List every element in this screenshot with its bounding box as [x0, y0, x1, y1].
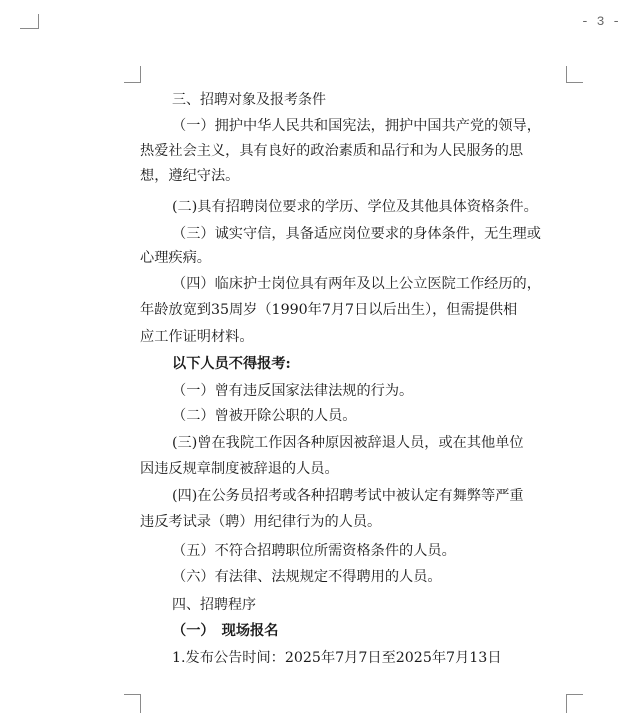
exclusion-2: （二）曾被开除公职的人员。	[172, 408, 357, 424]
exclusion-4-line-1: (四)在公务员招考或各种招聘考试中被认定有舞弊等严重	[172, 488, 524, 504]
exclusion-4-line-2: 违反考试录（聘）用纪律行为的人员。	[140, 514, 382, 530]
exclusions-heading: 以下人员不得报考:	[172, 356, 291, 372]
section-heading-4: 四、招聘程序	[172, 597, 256, 613]
crop-mark-margin-top-left	[124, 66, 141, 83]
crop-mark-margin-top-right	[566, 66, 583, 83]
condition-3-line-2: 心理疾病。	[140, 250, 211, 266]
exclusion-5: （五）不符合招聘职位所需资格条件的人员。	[172, 543, 456, 559]
condition-1-line-2: 热爱社会主义，具有良好的政治素质和品行和为人民服务的思	[140, 143, 524, 159]
crop-mark-margin-bottom-left	[124, 694, 141, 713]
condition-3-line-1: （三）诚实守信，具备适应岗位要求的身体条件，无生理或	[172, 226, 541, 242]
condition-4-line-3: 应工作证明材料。	[140, 329, 254, 345]
subsection-onsite-registration: （一） 现场报名	[172, 623, 279, 639]
step-1-announcement-period: 1.发布公告时间：2025年7月7日至2025年7月13日	[172, 650, 502, 666]
condition-4-line-2: 年龄放宽到35周岁（1990年7月7日以后出生），但需提供相	[140, 302, 518, 318]
section-heading-3: 三、招聘对象及报考条件	[172, 92, 326, 108]
page-number: - 3 -	[580, 14, 620, 29]
exclusion-3-line-1: (三)曾在我院工作因各种原因被辞退人员，或在其他单位	[172, 435, 524, 451]
crop-mark-margin-bottom-right	[566, 694, 583, 713]
crop-mark-top-left	[20, 14, 39, 29]
condition-1-line-3: 想，遵纪守法。	[140, 168, 240, 184]
condition-2-line-1: (二)具有招聘岗位要求的学历、学位及其他具体资格条件。	[172, 199, 538, 215]
exclusion-6: （六）有法律、法规规定不得聘用的人员。	[172, 569, 442, 585]
condition-1-line-1: （一）拥护中华人民共和国宪法，拥护中国共产党的领导，	[172, 118, 541, 134]
exclusion-3-line-2: 因违反规章制度被辞退的人员。	[140, 461, 339, 477]
exclusion-1: （一）曾有违反国家法律法规的行为。	[172, 383, 414, 399]
condition-4-line-1: （四）临床护士岗位具有两年及以上公立医院工作经历的，	[172, 276, 541, 292]
